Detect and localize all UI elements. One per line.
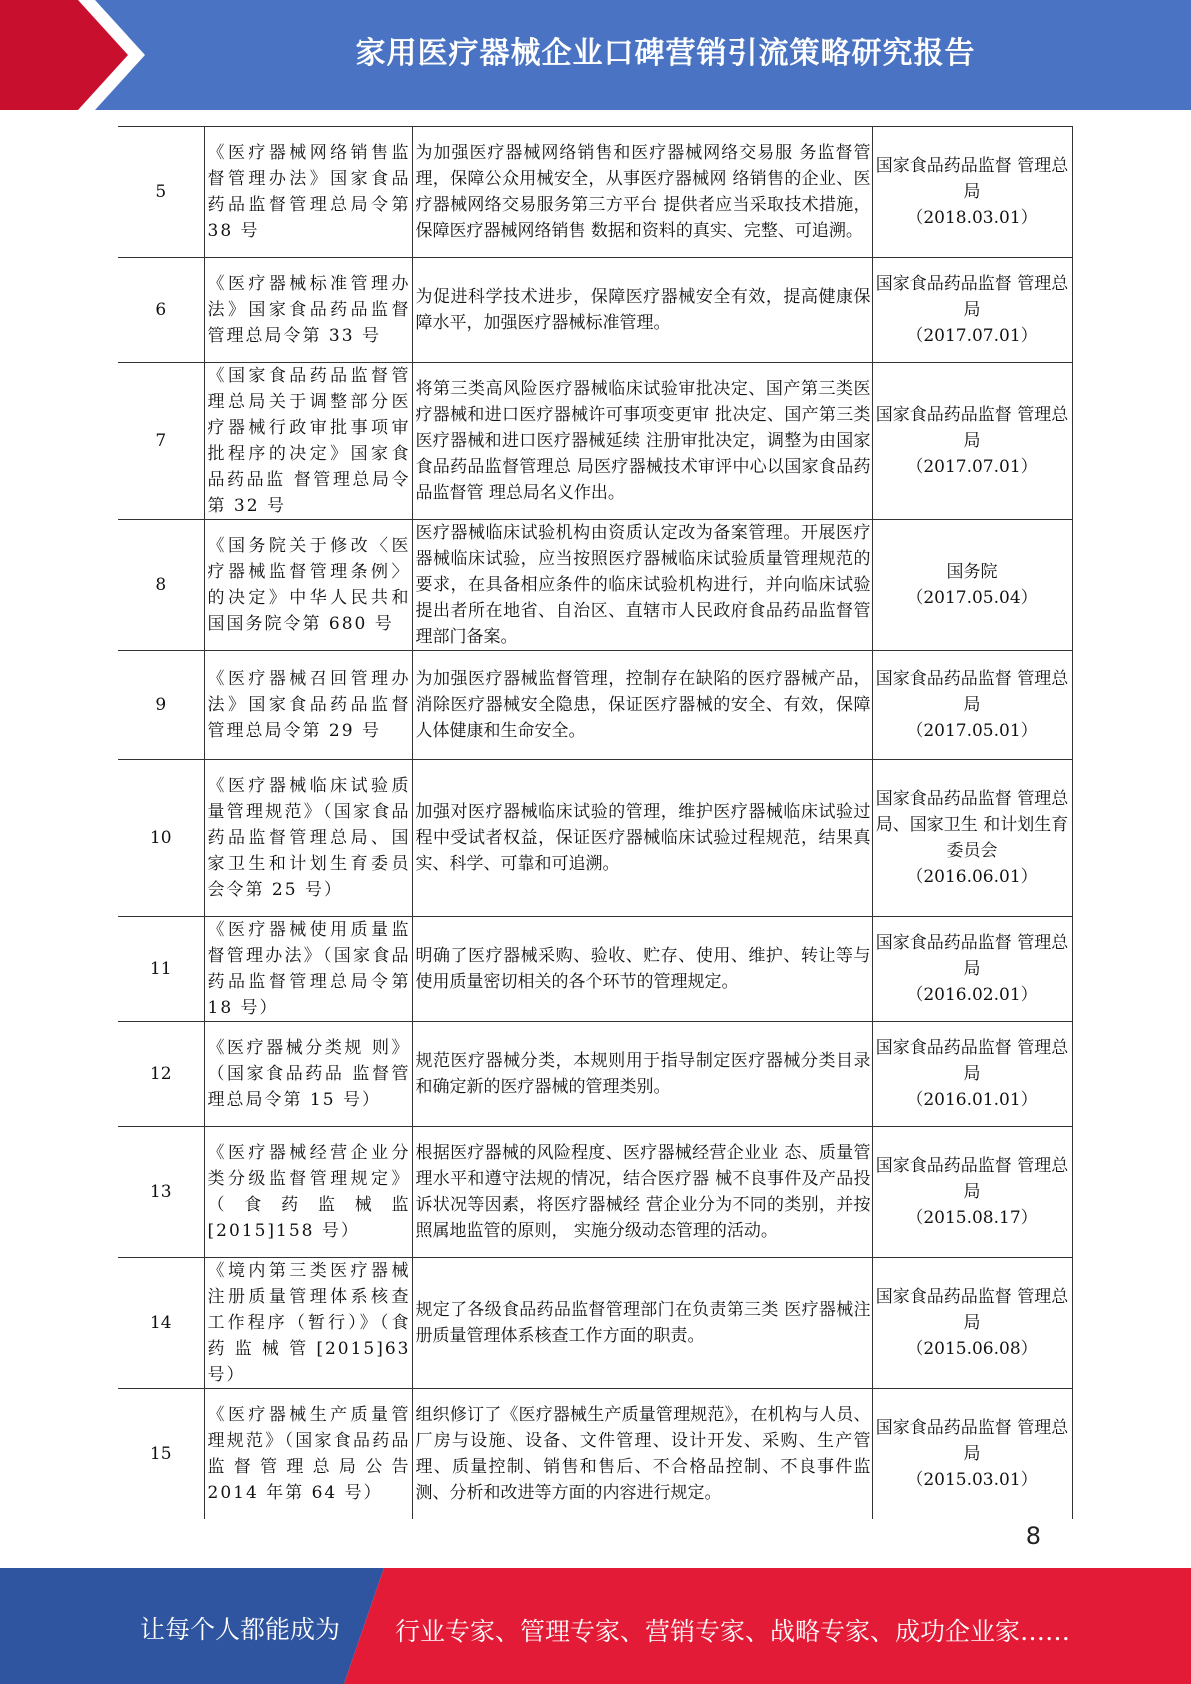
effective-date: （2017.07.01） (906, 326, 1038, 346)
row-number: 13 (118, 1127, 204, 1258)
issuer-cell (872, 1258, 1072, 1389)
row-number: 15 (118, 1389, 204, 1520)
red-chevron-decoration (0, 0, 150, 110)
effective-date: （2017.07.01） (906, 457, 1038, 477)
table-row (118, 760, 1072, 917)
table-row (118, 520, 1072, 651)
regulation-description: 组织修订了《医疗器械生产质量管理规范》，在机构与人员、厂房与设施、设备、文件管理、设计开发、采购、生产管理、质量控制、销售和售后、不合格品控制、不良事件监测、分析和改进等方面的内容进行规定。 (412, 1389, 872, 1520)
issuer-name: 国家食品药品监督 管理总局 (875, 933, 1069, 979)
regulation-name: 《医疗器械生产质量管理规范》（国家食品药品监督管理总局公告 2014 年第 64 号） (204, 1389, 412, 1520)
table-row (118, 1389, 1072, 1520)
regulation-name: 《医疗器械临床试验质量管理规范》（国家食品药品监督管理总局、国家卫生和计划生育委员会令第 25 号） (204, 760, 412, 917)
page-header (0, 0, 1191, 110)
page-footer (0, 1568, 1191, 1684)
regulation-description: 明确了医疗器械采购、验收、贮存、使用、维护、转让等与使用质量密切相关的各个环节的管理规定。 (412, 917, 872, 1022)
issuer-name: 国家食品药品监督 管理总局、国家卫生 和计划生育委员会 (875, 789, 1069, 861)
regulation-description: 为加强医疗器械监督管理，控制存在缺陷的医疗器械产品，消除医疗器械安全隐患，保证医疗器械的安全、有效，保障人体健康和生命安全。 (412, 651, 872, 760)
regulation-description: 规范医疗器械分类，本规则用于指导制定医疗器械分类目录和确定新的医疗器械的管理类别。 (412, 1022, 872, 1127)
issuer-name: 国家食品药品监督 管理总局 (875, 274, 1069, 320)
regulation-description: 为加强医疗器械网络销售和医疗器械网络交易服 务监督管理，保障公众用械安全，从事医疗器械网 络销售的企业、医疗器械网络交易服务第三方平台 提供者应当采取技术措施，保障医疗器械网络销售 数据和资料的真实、完整、可追溯。 (412, 127, 872, 258)
regulation-description: 为促进科学技术进步，保障医疗器械安全有效，提高健康保障水平，加强医疗器械标准管理。 (412, 258, 872, 363)
issuer-name: 国家食品药品监督 管理总局 (875, 405, 1069, 451)
regulation-description: 加强对医疗器械临床试验的管理，维护医疗器械临床试验过程中受试者权益，保证医疗器械临床试验过程规范，结果真实、科学、可靠和可追溯。 (412, 760, 872, 917)
table-row (118, 917, 1072, 1022)
issuer-cell (872, 363, 1072, 520)
regulation-name: 《医疗器械召回管理办法》国家食品药品监督管理总局令第 29 号 (204, 651, 412, 760)
issuer-cell (872, 1022, 1072, 1127)
issuer-name: 国家食品药品监督 管理总局 (875, 1418, 1069, 1464)
regulation-name: 《国务院关于修改〈医疗器械监督管理条例〉的决定》中华人民共和国国务院令第 680 号 (204, 520, 412, 651)
regulation-name: 《医疗器械经营企业分类分级监督管理规定》（食药监械监[2015]158 号） (204, 1127, 412, 1258)
table-row (118, 651, 1072, 760)
row-number: 11 (118, 917, 204, 1022)
issuer-name: 国务院 (946, 562, 998, 582)
report-title: 家用医疗器械企业口碑营销引流策略研究报告 (355, 36, 976, 71)
issuer-cell (872, 1389, 1072, 1520)
issuer-name: 国家食品药品监督 管理总局 (875, 669, 1069, 715)
row-number: 8 (118, 520, 204, 651)
footer-slogan-left: 让每个人都能成为 (140, 1615, 341, 1644)
issuer-cell (872, 651, 1072, 760)
page-number: 8 (1025, 1522, 1041, 1550)
regulation-name: 《医疗器械网络销售监督管理办法》国家食品药品监督管理总局令第 38 号 (204, 127, 412, 258)
regulation-name: 《国家食品药品监督管理总局关于调整部分医疗器械行政审批事项审批程序的决定》国家食品药品监 督管理总局令第 32 号 (204, 363, 412, 520)
issuer-name: 国家食品药品监督 管理总局 (875, 1156, 1069, 1202)
row-number: 6 (118, 258, 204, 363)
regulation-description: 将第三类高风险医疗器械临床试验审批决定、国产第三类医疗器械和进口医疗器械许可事项变更审 批决定、国产第三类医疗器械和进口医疗器械延续 注册审批决定，调整为由国家食品药品监督管理总 局医疗器械技术审评中心以国家食品药品监督管 理总局名义作出。 (412, 363, 872, 520)
effective-date: （2016.02.01） (906, 985, 1038, 1005)
row-number: 12 (118, 1022, 204, 1127)
issuer-cell (872, 760, 1072, 917)
effective-date: （2015.06.08） (906, 1339, 1038, 1359)
table-row (118, 1258, 1072, 1389)
regulation-name: 《医疗器械使用质量监督管理办法》（国家食品药品监督管理总局令第 18 号） (204, 917, 412, 1022)
issuer-name: 国家食品药品监督 管理总局 (875, 1038, 1069, 1084)
effective-date: （2018.03.01） (906, 208, 1038, 228)
regulation-name: 《医疗器械分类规 则》（国家食品药品 监督管理总局令第 15 号） (204, 1022, 412, 1127)
effective-date: （2016.06.01） (906, 867, 1038, 887)
regulation-name: 《境内第三类医疗器械注册质量管理体系核查工作程序（暂行）》（食药监械管[2015]63 号） (204, 1258, 412, 1389)
effective-date: （2016.01.01） (906, 1090, 1038, 1110)
effective-date: （2015.03.01） (906, 1470, 1038, 1490)
table-row (118, 127, 1072, 258)
table-row (118, 1127, 1072, 1258)
issuer-cell (872, 520, 1072, 651)
issuer-cell (872, 1127, 1072, 1258)
effective-date: （2017.05.01） (906, 721, 1038, 741)
issuer-cell (872, 258, 1072, 363)
effective-date: （2015.08.17） (906, 1208, 1038, 1228)
effective-date: （2017.05.04） (906, 588, 1038, 608)
footer-slogan-right: 行业专家、管理专家、营销专家、战略专家、成功企业家…… (395, 1617, 1071, 1646)
row-number: 9 (118, 651, 204, 760)
issuer-cell (872, 127, 1072, 258)
issuer-cell (872, 917, 1072, 1022)
row-number: 5 (118, 127, 204, 258)
regulations-table (118, 126, 1073, 1519)
row-number: 7 (118, 363, 204, 520)
regulation-description: 医疗器械临床试验机构由资质认定改为备案管理。开展医疗器械临床试验，应当按照医疗器械临床试验质量管理规范的要求，在具备相应条件的临床试验机构进行，并向临床试验提出者所在地省、自治区、直辖市人民政府食品药品监督管理部门备案。 (412, 520, 872, 651)
regulation-description: 根据医疗器械的风险程度、医疗器械经营企业业 态、质量管理水平和遵守法规的情况，结合医疗器 械不良事件及产品投诉状况等因素，将医疗器械经 营企业分为不同的类别，并按照属地监管的原则， 实施分级动态管理的活动。 (412, 1127, 872, 1258)
regulation-description: 规定了各级食品药品监督管理部门在负责第三类 医疗器械注册质量管理体系核查工作方面的职责。 (412, 1258, 872, 1389)
issuer-name: 国家食品药品监督 管理总局 (875, 1287, 1069, 1333)
table-row (118, 258, 1072, 363)
table-row (118, 1022, 1072, 1127)
regulation-name: 《医疗器械标准管理办法》国家食品药品监督管理总局令第 33 号 (204, 258, 412, 363)
row-number: 10 (118, 760, 204, 917)
table-row (118, 363, 1072, 520)
row-number: 14 (118, 1258, 204, 1389)
issuer-name: 国家食品药品监督 管理总局 (875, 156, 1069, 202)
regulations-table-wrapper (118, 126, 1072, 1519)
